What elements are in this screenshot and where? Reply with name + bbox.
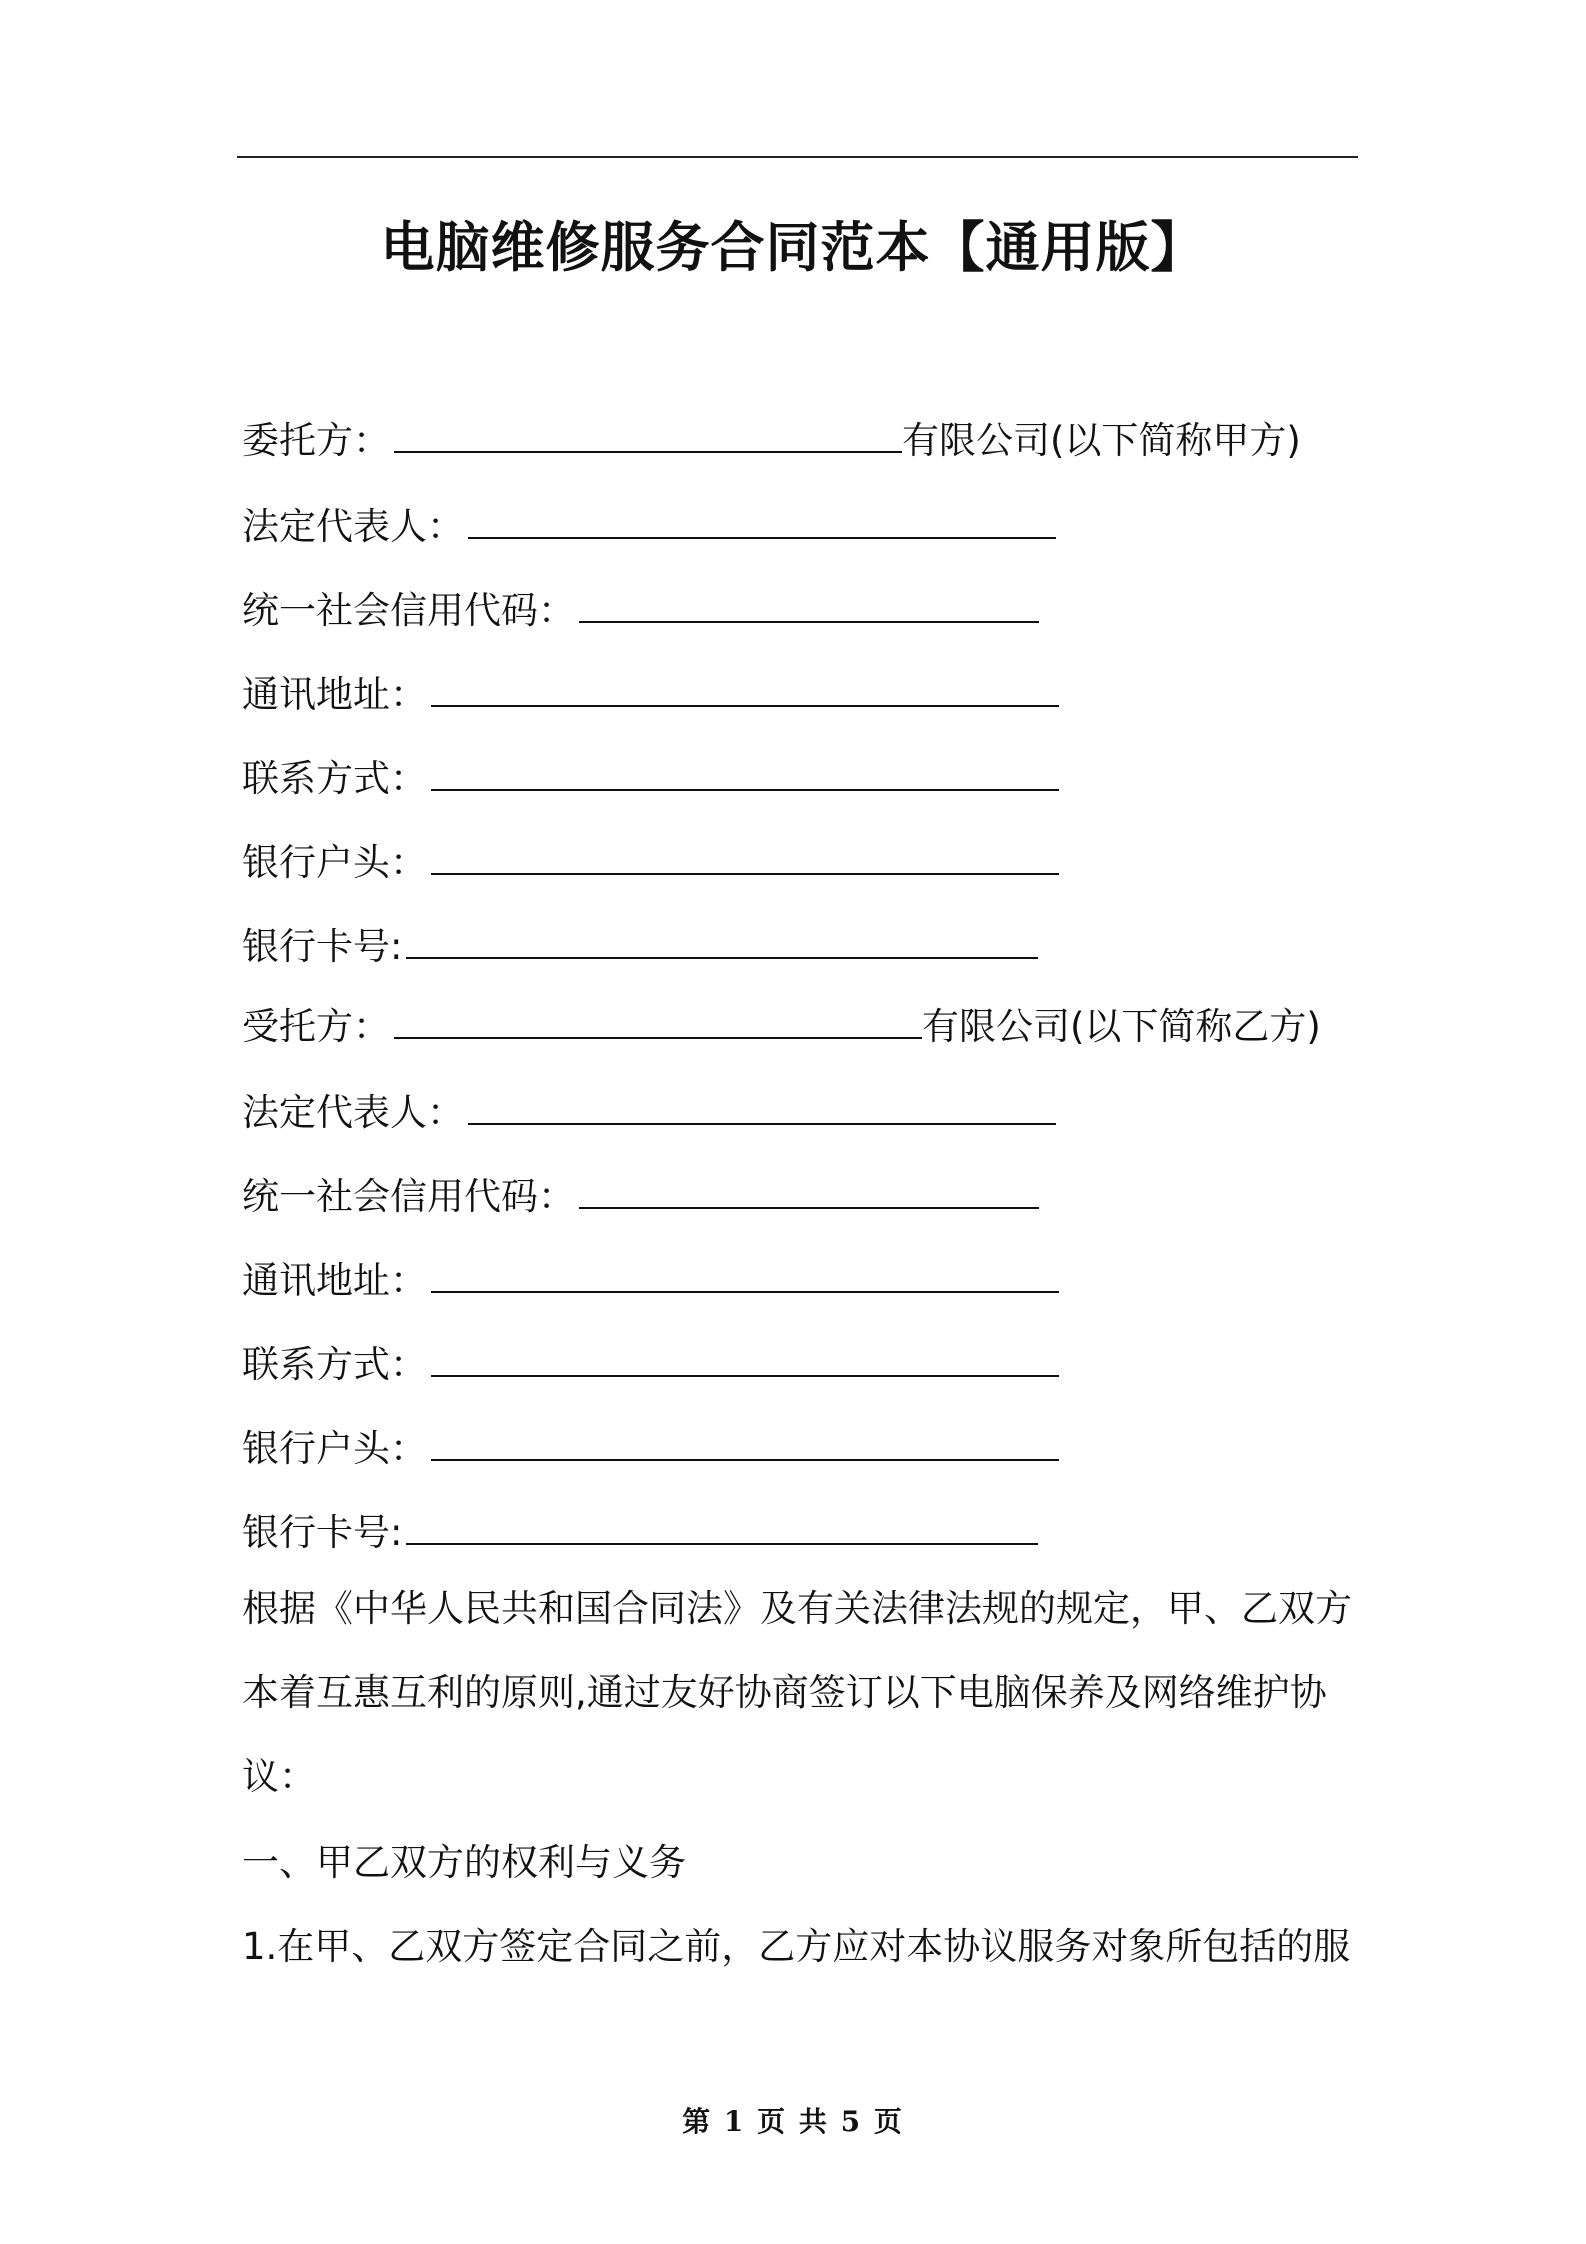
field-blank[interactable]: [579, 1173, 1039, 1209]
header-rule: [237, 156, 1358, 158]
party-b-bank-account-line: [242, 1424, 1059, 1474]
document-title: 电脑维修服务合同范本【通用版】: [380, 216, 1206, 279]
field-label: 银行户头：: [242, 1427, 427, 1470]
field-blank[interactable]: [406, 923, 1038, 959]
intro-line: 议：: [242, 1755, 316, 1798]
section-heading: 一、甲乙双方的权利与义务: [242, 1841, 686, 1884]
party-a-suffix: 有限公司(以下简称甲方): [902, 419, 1301, 462]
field-label: 通讯地址：: [242, 673, 427, 716]
party-b-label: 受托方：: [242, 1005, 390, 1048]
intro-line: 根据《中华人民共和国合同法》及有关法律法规的规定，甲、乙双方: [242, 1587, 1352, 1630]
field-blank[interactable]: [406, 1509, 1038, 1545]
field-label: 银行户头：: [242, 841, 427, 884]
party-b-card-number-line: [242, 1508, 1038, 1558]
intro-paragraph: [242, 1567, 1362, 1819]
party-a-name-blank[interactable]: [394, 417, 902, 453]
field-label: 联系方式：: [242, 757, 427, 800]
field-label: 银行卡号:: [242, 1511, 403, 1554]
party-a-line: [242, 416, 1301, 466]
party-b-suffix: 有限公司(以下简称乙方): [922, 1005, 1321, 1048]
field-blank[interactable]: [431, 755, 1059, 791]
field-blank[interactable]: [579, 587, 1039, 623]
party-a-label: 委托方：: [242, 419, 390, 462]
field-blank[interactable]: [431, 1425, 1059, 1461]
field-label: 联系方式：: [242, 1343, 427, 1386]
party-a-card-number-line: [242, 922, 1038, 972]
party-b-contact-line: [242, 1340, 1059, 1390]
party-b-legal-rep-line: [242, 1088, 1056, 1138]
field-blank[interactable]: [431, 671, 1059, 707]
field-label: 统一社会信用代码：: [242, 1175, 575, 1218]
field-label: 通讯地址：: [242, 1259, 427, 1302]
field-label: 统一社会信用代码：: [242, 589, 575, 632]
field-blank[interactable]: [431, 1341, 1059, 1377]
party-b-credit-code-line: [242, 1172, 1039, 1222]
field-label: 法定代表人：: [242, 1091, 464, 1134]
clause-1: 1.在甲、乙双方签定合同之前，乙方应对本协议服务对象所包括的服: [242, 1925, 1351, 1968]
party-a-contact-line: [242, 754, 1059, 804]
field-blank[interactable]: [431, 1257, 1059, 1293]
party-a-credit-code-line: [242, 586, 1039, 636]
field-blank[interactable]: [468, 1089, 1056, 1125]
field-blank[interactable]: [431, 839, 1059, 875]
page-indicator: 第 1 页 共 5 页: [682, 2105, 904, 2138]
field-label: 银行卡号:: [242, 925, 403, 968]
field-blank[interactable]: [468, 503, 1056, 539]
intro-line: 本着互惠互利的原则,通过友好协商签订以下电脑保养及网络维护协: [242, 1671, 1327, 1714]
party-a-bank-account-line: [242, 838, 1059, 888]
party-b-address-line: [242, 1256, 1059, 1306]
party-a-address-line: [242, 670, 1059, 720]
party-b-line: [242, 1002, 1321, 1052]
party-a-legal-rep-line: [242, 502, 1056, 552]
party-b-name-blank[interactable]: [394, 1003, 922, 1039]
field-label: 法定代表人：: [242, 505, 464, 548]
